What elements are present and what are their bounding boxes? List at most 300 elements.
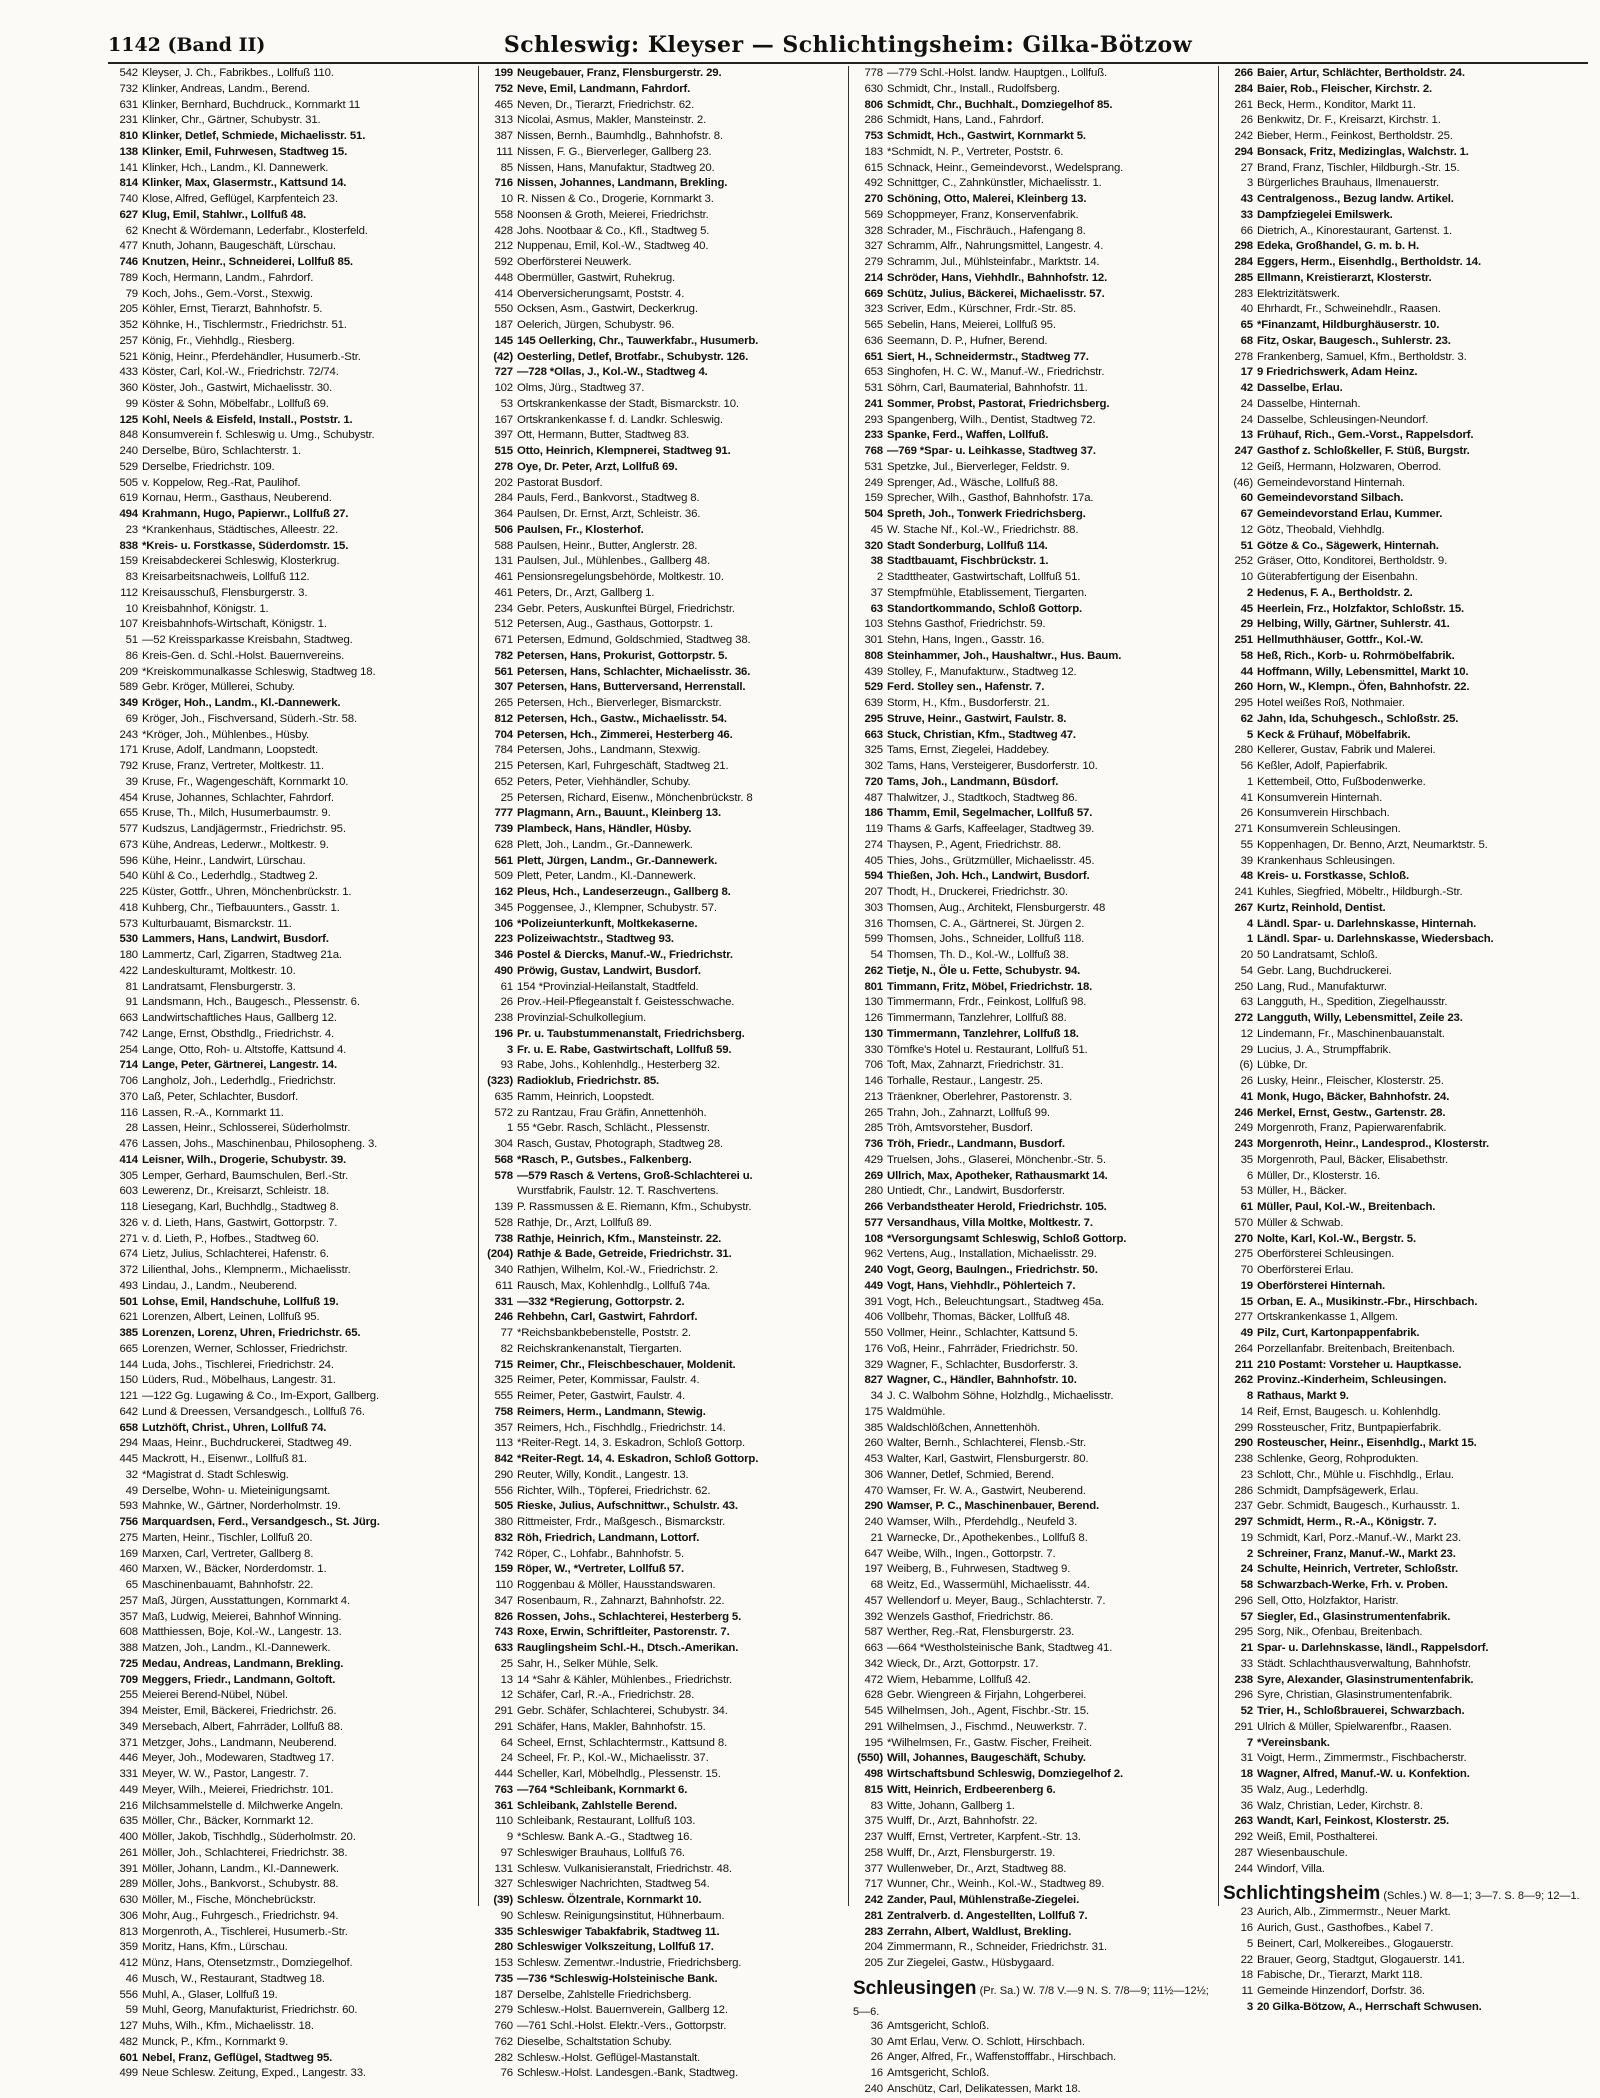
directory-entry: [108, 460, 475, 476]
directory-entry: [853, 413, 1215, 429]
directory-entry: [853, 554, 1215, 570]
phone-number: 347: [494, 1594, 513, 1607]
directory-entry: [1223, 1310, 1585, 1326]
directory-entry: [853, 1940, 1215, 1956]
directory-entry: [1223, 208, 1585, 224]
entry-text: Stadtbauamt, Fischbrückstr. 1.: [887, 555, 1049, 568]
directory-entry: [1223, 1421, 1585, 1437]
entry-text: Sorg, Nik., Ofenbau, Breitenbach.: [1257, 1626, 1423, 1639]
directory-entry: [1223, 1247, 1585, 1263]
phone-number: 23: [125, 523, 138, 536]
entry-text: Timmermann, Tanzlehrer, Lollfuß 18.: [887, 1027, 1079, 1040]
phone-number: 505: [494, 1500, 513, 1513]
phone-number: 81: [125, 980, 138, 993]
phone-number: 52: [1240, 1705, 1253, 1717]
entry-text: Fitz, Oskar, Baugesch., Suhlerstr. 23.: [1257, 334, 1451, 347]
directory-entry: [853, 775, 1215, 791]
entry-text: Ländl. Spar- u. Darlehnskasse, Hinternah.: [1257, 917, 1477, 930]
phone-number: 528: [494, 1216, 513, 1229]
directory-entry: [108, 791, 475, 807]
entry-text: Landwirtschaftliches Haus, Gallberg 12.: [142, 1012, 337, 1024]
phone-number: 116: [120, 1106, 138, 1119]
directory-entry: [853, 82, 1215, 98]
phone-number: 331: [494, 1295, 513, 1308]
directory-entry: [853, 145, 1215, 161]
entry-text: Provinz.-Kinderheim, Schleusingen.: [1257, 1374, 1447, 1387]
entry-text: Röh, Friedrich, Landmann, Lottorf.: [517, 1531, 700, 1544]
phone-number: 720: [864, 775, 883, 788]
entry-text: Amtsgericht, Schloß.: [887, 2019, 990, 2032]
entry-text: —769 *Spar- u. Leihkasse, Stadtweg 37.: [887, 445, 1096, 457]
directory-entry: [1223, 1058, 1585, 1074]
directory-entry: [108, 885, 475, 901]
directory-entry: [853, 1058, 1215, 1074]
phone-number: 285: [864, 1122, 883, 1135]
directory-entry: [108, 239, 475, 255]
directory-entry: [1223, 1468, 1585, 1484]
phone-number: 58: [1240, 1579, 1253, 1591]
entry-text: P. Rassmussen & E. Riemann, Kfm., Schubystr.: [517, 1201, 752, 1213]
directory-entry: [483, 869, 845, 885]
phone-number: 13: [1240, 429, 1253, 442]
phone-number: 169: [119, 1547, 138, 1560]
phone-number: 270: [1234, 1232, 1253, 1245]
phone-number: 284: [494, 492, 513, 505]
phone-number: 592: [494, 256, 513, 268]
entry-text: Schäfer, Carl, R.-A., Friedrichstr. 28.: [517, 1689, 695, 1702]
phone-number: 68: [870, 1579, 883, 1591]
phone-number: 287: [1234, 1846, 1253, 1859]
entry-text: Truelsen, Johs., Glaserei, Mönchenbr.-Str. 5.: [887, 1153, 1106, 1166]
phone-number: 197: [864, 1563, 883, 1576]
phone-number: 542: [119, 67, 138, 79]
entry-text: Warnecke, Dr., Apothekenbes., Lollfuß 8.: [887, 1531, 1088, 1544]
directory-entry: [853, 507, 1215, 523]
entry-text: Köhnke, H., Tischlermstr., Friedrichstr. 51.: [142, 319, 347, 331]
directory-entry: [1223, 1263, 1585, 1279]
entry-text: Wulff, Dr., Arzt, Flensburgerstr. 19.: [887, 1846, 1056, 1859]
phone-number: 278: [494, 460, 513, 473]
directory-entry: [108, 980, 475, 996]
directory-entry: [483, 1704, 845, 1720]
directory-entry: [108, 1799, 475, 1815]
phone-number: 498: [864, 1768, 883, 1780]
directory-entry: [853, 1956, 1215, 1972]
phone-number: 611: [495, 1279, 513, 1292]
phone-number: 639: [864, 697, 883, 709]
entry-text: Kruse, Fr., Wagengeschäft, Kornmarkt 10.: [142, 775, 349, 788]
directory-entry: [483, 113, 845, 129]
entry-text: Merkel, Ernst, Gestw., Gartenstr. 28.: [1257, 1106, 1446, 1119]
entry-text: Neugebauer, Franz, Flensburgerstr. 29.: [517, 67, 722, 79]
directory-entry: [108, 255, 475, 271]
phone-number: 240: [864, 2082, 883, 2095]
phone-number: 784: [494, 744, 513, 757]
phone-number: 5: [1246, 1937, 1253, 1950]
directory-entry: [1223, 791, 1585, 807]
entry-text: Rasch, Gustav, Photograph, Stadtweg 28.: [517, 1138, 724, 1150]
phone-number: 505: [119, 476, 138, 489]
entry-text: Kühe, Andreas, Lederwr., Moltkestr. 9.: [142, 838, 329, 851]
phone-number: 76: [500, 2067, 513, 2080]
directory-entry: [853, 192, 1215, 208]
phone-number: 12: [1240, 460, 1253, 473]
phone-number: (46): [1233, 476, 1253, 489]
entry-text: Vogt, Hch., Beleuchtungsart., Stadtweg 45a.: [887, 1295, 1105, 1308]
directory-entry: [108, 649, 475, 665]
directory-entry: [108, 1499, 475, 1515]
phone-number: 258: [864, 1846, 883, 1859]
directory-entry: [483, 822, 845, 838]
phone-number: 570: [1234, 1216, 1253, 1229]
phone-number: 7: [1246, 1736, 1253, 1749]
phone-number: 716: [494, 177, 513, 190]
phone-number: 832: [494, 1531, 513, 1544]
phone-number: 12: [1240, 1027, 1253, 1040]
phone-number: 414: [119, 1153, 138, 1166]
phone-number: 545: [864, 1705, 883, 1717]
entry-text: zu Rantzau, Frau Gräfin, Annettenhöh.: [517, 1106, 707, 1119]
phone-number: 257: [119, 1594, 138, 1607]
directory-entry: [853, 1263, 1215, 1279]
directory-entry: [108, 948, 475, 964]
entry-text: Marquardsen, Ferd., Versandgesch., St. Jürg.: [142, 1516, 380, 1528]
directory-entry: [483, 1106, 845, 1122]
entry-text: Schnittger, C., Zahnkünstler, Michaelisstr. 1.: [887, 177, 1102, 190]
phone-number: 272: [1234, 1012, 1253, 1024]
phone-number: 85: [500, 161, 513, 174]
directory-entry: [108, 1673, 475, 1689]
entry-text: Ott, Hermann, Butter, Stadtweg 83.: [517, 429, 690, 442]
directory-entry: [108, 680, 475, 696]
entry-text: Kreis- u. Forstkasse, Schloß.: [1257, 870, 1410, 883]
directory-entry: [1223, 995, 1585, 1011]
phone-number: 506: [494, 523, 513, 536]
entry-text: Centralgenoss., Bezug landw. Artikel.: [1257, 193, 1454, 205]
directory-entry: [853, 759, 1215, 775]
entry-text: Wirtschaftsbund Schleswig, Domziegelhof 2.: [887, 1768, 1123, 1780]
entry-text: Derselbe, Zahlstelle Friedrichsberg.: [517, 1988, 692, 2001]
entry-text: Siert, H., Schneidermstr., Stadtweg 77.: [887, 350, 1089, 363]
entry-text: Konsumverein Hirschbach.: [1257, 807, 1390, 820]
entry-text: Heß, Rich., Korb- u. Rohrmöbelfabrik.: [1257, 649, 1455, 662]
phone-number: 476: [119, 1138, 138, 1150]
entry-text: Kleyser, J. Ch., Fabrikbes., Lollfuß 110.: [142, 67, 334, 79]
entry-text: Langholz, Joh., Lederhdlg., Friedrichstr.: [142, 1075, 336, 1087]
entry-text: Pensionsregelungsbehörde, Moltkestr. 10.: [517, 571, 724, 583]
directory-entry: [1223, 1547, 1585, 1563]
directory-entry: [853, 239, 1215, 255]
directory-entry: [853, 1688, 1215, 1704]
entry-text: Schlesw.-Holst. Geflügel-Mastanstalt.: [517, 2051, 701, 2064]
directory-entry: [853, 1342, 1215, 1358]
phone-number: 265: [864, 1106, 883, 1119]
phone-number: 596: [119, 854, 138, 867]
phone-number: 529: [119, 460, 138, 473]
directory-entry: [853, 1121, 1215, 1137]
entry-text: Marxen, Carl, Vertreter, Gallberg 8.: [142, 1547, 314, 1560]
entry-text: Wanner, Detlef, Schmied, Berend.: [887, 1468, 1054, 1481]
phone-number: 763: [494, 1783, 513, 1796]
directory-entry: [483, 1625, 845, 1641]
entry-text: Pröwig, Gustav, Landwirt, Busdorf.: [517, 964, 701, 977]
directory-entry: [483, 995, 845, 1011]
phone-number: 561: [494, 854, 513, 867]
entry-text: Toft, Max, Zahnarzt, Friedrichstr. 31.: [887, 1059, 1064, 1072]
entry-text: Kruse, Franz, Vertreter, Moltkestr. 11.: [142, 760, 324, 772]
phone-number: 167: [494, 413, 513, 426]
entry-text: Schmidt, Chr., Install., Rudolfsberg.: [887, 82, 1060, 95]
directory-entry: [483, 1846, 845, 1862]
phone-number: 39: [125, 775, 138, 788]
entry-text: Maß, Jürgen, Ausstattungen, Kornmarkt 4.: [142, 1594, 350, 1607]
entry-text: Oberförsterei Schleusingen.: [1257, 1248, 1395, 1261]
directory-entry: [1223, 1295, 1585, 1311]
phone-number: 789: [119, 271, 138, 284]
directory-entry: [853, 838, 1215, 854]
directory-entry: [483, 1216, 845, 1232]
directory-entry: [108, 1988, 475, 2004]
phone-number: 394: [119, 1705, 138, 1717]
phone-number: 118: [120, 1201, 138, 1213]
directory-entry: [108, 554, 475, 570]
phone-number: 414: [494, 287, 513, 300]
directory-entry: [1223, 1767, 1585, 1783]
entry-text: Marxen, W., Bäcker, Norderdomstr. 1.: [142, 1563, 327, 1576]
phone-number: 257: [119, 334, 138, 347]
entry-text: Kornau, Herm., Gasthaus, Neuberend.: [142, 492, 332, 505]
phone-number: 280: [1234, 744, 1253, 757]
phone-number: 742: [119, 1027, 138, 1040]
directory-entry: [108, 1279, 475, 1295]
entry-text: Pilz, Curt, Kartonpappenfabrik.: [1257, 1327, 1420, 1339]
entry-text: Muhl, A., Glaser, Lollfuß 19.: [142, 1988, 278, 2001]
phone-number: 669: [864, 287, 883, 300]
phone-number: 290: [864, 1500, 883, 1513]
entry-text: Stehn, Hans, Ingen., Gasstr. 16.: [887, 634, 1045, 646]
entry-text: Hellmuthhäuser, Gottfr., Kol.-W.: [1257, 634, 1424, 646]
phone-number: 631: [119, 98, 138, 111]
entry-text: *Kreis- u. Forstkasse, Süderdomstr. 15.: [142, 539, 349, 552]
entry-text: Lusky, Heinr., Fleischer, Klosterstr. 25.: [1257, 1075, 1444, 1087]
directory-entry: [483, 680, 845, 696]
phone-number: 391: [119, 1862, 138, 1875]
directory-entry: [483, 1547, 845, 1563]
entry-text: Hotel weißes Roß, Nothmaier.: [1257, 697, 1405, 709]
directory-entry: [483, 98, 845, 114]
directory-entry: [108, 1484, 475, 1500]
entry-text: Leisner, Wilh., Drogerie, Schubystr. 39.: [142, 1153, 347, 1166]
phone-number: 642: [119, 1405, 138, 1418]
phone-number: 274: [864, 838, 883, 851]
directory-entry: [108, 1956, 475, 1972]
entry-text: Eggers, Herm., Eisenhdlg., Bertholdstr. 14.: [1257, 256, 1481, 268]
entry-text: Maß, Ludwig, Meierei, Bahnhof Winning.: [142, 1610, 342, 1623]
directory-entry: [1223, 759, 1585, 775]
directory-entry: [108, 334, 475, 350]
entry-text: Kreisbahnhofs-Wirtschaft, Königstr. 1.: [142, 618, 327, 631]
entry-text: Untiedt, Chr., Landwirt, Busdorferstr.: [887, 1185, 1065, 1198]
directory-entry: [483, 476, 845, 492]
directory-entry: [108, 1058, 475, 1074]
directory-entry: [108, 932, 475, 948]
entry-text: Köster, Carl, Kol.-W., Friedrichstr. 72/74.: [142, 366, 339, 379]
entry-text: Lüders, Rud., Möbelhaus, Langestr. 31.: [142, 1374, 336, 1387]
phone-number: 674: [119, 1248, 138, 1261]
entry-text: Schlesw. Reinigungsinstitut, Hühnerbaum.: [517, 1909, 725, 1922]
entry-text: Lammertz, Carl, Zigarren, Stadtweg 21a.: [142, 949, 342, 961]
phone-number: 406: [864, 1311, 883, 1324]
phone-number: 388: [119, 1642, 138, 1654]
entry-text: Pauls, Ferd., Bankvorst., Stadtweg 8.: [517, 492, 700, 505]
phone-number: 176: [864, 1342, 883, 1355]
entry-text: Petersen, Hch., Gastw., Michaelisstr. 54.: [517, 712, 727, 725]
directory-entry: [1223, 869, 1585, 885]
directory-entry: [1223, 1921, 1585, 1937]
entry-text: Schlott, Chr., Mühle u. Fischhdlg., Erlau.: [1257, 1468, 1454, 1481]
phone-number: 153: [494, 1957, 513, 1969]
directory-entry: [1223, 932, 1585, 948]
entry-text: Gemeinde Hinzendorf, Dorfstr. 36.: [1257, 1985, 1425, 1997]
entry-text: Gemeindevorstand Erlau, Kummer.: [1257, 508, 1443, 520]
entry-text: Koch, Johs., Gem.-Vorst., Stexwig.: [142, 287, 313, 300]
phone-number: 139: [494, 1201, 513, 1213]
entry-text: v. d. Lieth, Hans, Gastwirt, Gottorpstr. 7.: [142, 1216, 338, 1229]
entry-text: *Kröger, Joh., Mühlenbes., Hüsby.: [142, 728, 310, 741]
entry-text: Schrader, M., Fischräuch., Hafengang 8.: [887, 224, 1086, 237]
phone-number: 3: [506, 1043, 513, 1056]
directory-entry: [108, 161, 475, 177]
directory-entry: [483, 1940, 845, 1956]
entry-text: Kudszus, Landjägermstr., Friedrichstr. 95.: [142, 823, 346, 835]
entry-text: Noonsen & Groth, Meierei, Friedrichstr.: [517, 208, 709, 221]
phone-number: 5: [1246, 728, 1253, 741]
entry-text: Möller, M., Fische, Mönchebrückstr.: [142, 1894, 316, 1906]
directory-entry: [108, 507, 475, 523]
entry-text: Vertens, Aug., Installation, Michaelisstr. 29.: [887, 1248, 1097, 1261]
entry-text: Frühauf, Rich., Gem.-Vorst., Rappelsdorf.: [1257, 429, 1474, 442]
directory-entry: [483, 350, 845, 366]
directory-entry: [483, 176, 845, 192]
directory-entry: [1223, 1905, 1585, 1921]
entry-text: Kreisbahnhof, Königstr. 1.: [142, 602, 269, 615]
phone-number: 41: [1240, 1090, 1253, 1103]
entry-text: Anschütz, Carl, Delikatessen, Markt 18.: [887, 2082, 1081, 2095]
directory-entry: [853, 1373, 1215, 1389]
directory-entry: [108, 901, 475, 917]
entry-text: *Magistrat d. Stadt Schleswig.: [142, 1468, 289, 1481]
entry-text: Scheller, Karl, Möbelhdlg., Plessenstr. 15.: [517, 1768, 721, 1780]
phone-number: 62: [1240, 712, 1253, 725]
phone-number: 12: [1240, 523, 1253, 536]
entry-text: Lammers, Hans, Landwirt, Busdorf.: [142, 933, 329, 946]
entry-text: Zerrahn, Albert, Waldlust, Brekling.: [887, 1925, 1072, 1938]
entry-text: Möller, Chr., Bäcker, Kornmarkt 12.: [142, 1815, 314, 1828]
entry-text: Wunner, Chr., Weinh., Kol.-W., Stadtweg 89.: [887, 1878, 1105, 1891]
directory-entry: [853, 602, 1215, 618]
directory-entry: [108, 1405, 475, 1421]
directory-entry: [108, 1547, 475, 1563]
directory-entry: [483, 1263, 845, 1279]
phone-number: 298: [1234, 240, 1253, 253]
entry-text: Pastorat Busdorf.: [517, 476, 603, 489]
phone-number: 615: [864, 161, 883, 174]
phone-number: 439: [864, 665, 883, 678]
phone-number: 504: [864, 508, 883, 520]
phone-number: 270: [864, 193, 883, 205]
phone-number: 24: [1240, 397, 1253, 410]
entry-text: Brauer, Georg, Stadtgut, Glogauerstr. 141.: [1257, 1953, 1465, 1966]
entry-text: Amt Erlau, Verw. O. Schlott, Hirschbach.: [887, 2035, 1085, 2048]
directory-entry: [108, 381, 475, 397]
phone-number: 264: [1234, 1342, 1253, 1355]
directory-entry: [483, 1531, 845, 1547]
directory-entry: [1223, 964, 1585, 980]
phone-number: 242: [1234, 130, 1253, 142]
entry-text: Rittmeister, Frdr., Maßgesch., Bismarckstr.: [517, 1516, 726, 1528]
phone-number: 556: [119, 1988, 138, 2001]
phone-number: 40: [1240, 303, 1253, 316]
directory-entry: [483, 633, 845, 649]
directory-entry: [108, 728, 475, 744]
directory-entry: [853, 1295, 1215, 1311]
directory-entry: [853, 1547, 1215, 1563]
phone-number: 444: [494, 1768, 513, 1780]
phone-number: 454: [119, 791, 138, 804]
directory-entry: [483, 1295, 845, 1311]
entry-text: Thomsen, Aug., Architekt, Flensburgerstr. 48: [887, 901, 1106, 914]
phone-number: 202: [494, 476, 513, 489]
phone-number: 22: [1240, 1953, 1253, 1966]
phone-number: 34: [870, 1390, 883, 1402]
phone-number: 814: [119, 177, 138, 190]
entry-text: *Reiter-Regt. 14, 4. Eskadron, Schloß Gottorp.: [517, 1453, 759, 1465]
directory-entry: [853, 1830, 1215, 1846]
entry-text: Werther, Reg.-Rat, Flensburgerstr. 23.: [887, 1626, 1075, 1639]
directory-entry: [108, 964, 475, 980]
directory-entry: [1223, 129, 1585, 145]
phone-number: 753: [864, 130, 883, 142]
directory-entry: [853, 381, 1215, 397]
phone-number: 61: [1240, 1201, 1253, 1213]
directory-entry: [483, 743, 845, 759]
phone-number: 265: [494, 697, 513, 709]
directory-entry: [1223, 1452, 1585, 1468]
directory-entry: [853, 1767, 1215, 1783]
directory-entry: [108, 271, 475, 287]
phone-number: 501: [119, 1295, 138, 1308]
directory-entry: [108, 1657, 475, 1673]
directory-entry: [853, 1531, 1215, 1547]
phone-number: 756: [119, 1516, 138, 1528]
directory-entry: [853, 1452, 1215, 1468]
directory-entry: [853, 271, 1215, 287]
directory-entry: [108, 854, 475, 870]
directory-entry: [853, 1673, 1215, 1689]
phone-number: 665: [119, 1342, 138, 1355]
entry-text: Lutzhöft, Christ., Uhren, Lollfuß 74.: [142, 1421, 327, 1434]
phone-number: 477: [119, 240, 138, 253]
phone-number: 460: [119, 1563, 138, 1576]
phone-number: (550): [857, 1752, 883, 1765]
phone-number: 608: [119, 1626, 138, 1639]
directory-entry: [853, 460, 1215, 476]
entry-text: Wieck, Dr., Arzt, Gottorpstr. 17.: [887, 1657, 1039, 1670]
phone-number: 51: [125, 634, 138, 646]
phone-number: 66: [1240, 224, 1253, 237]
entry-text: Syre, Christian, Glasinstrumentenfabrik.: [1257, 1689, 1453, 1702]
entry-text: Steinhammer, Joh., Haushaltwr., Hus. Baum.: [887, 649, 1122, 662]
